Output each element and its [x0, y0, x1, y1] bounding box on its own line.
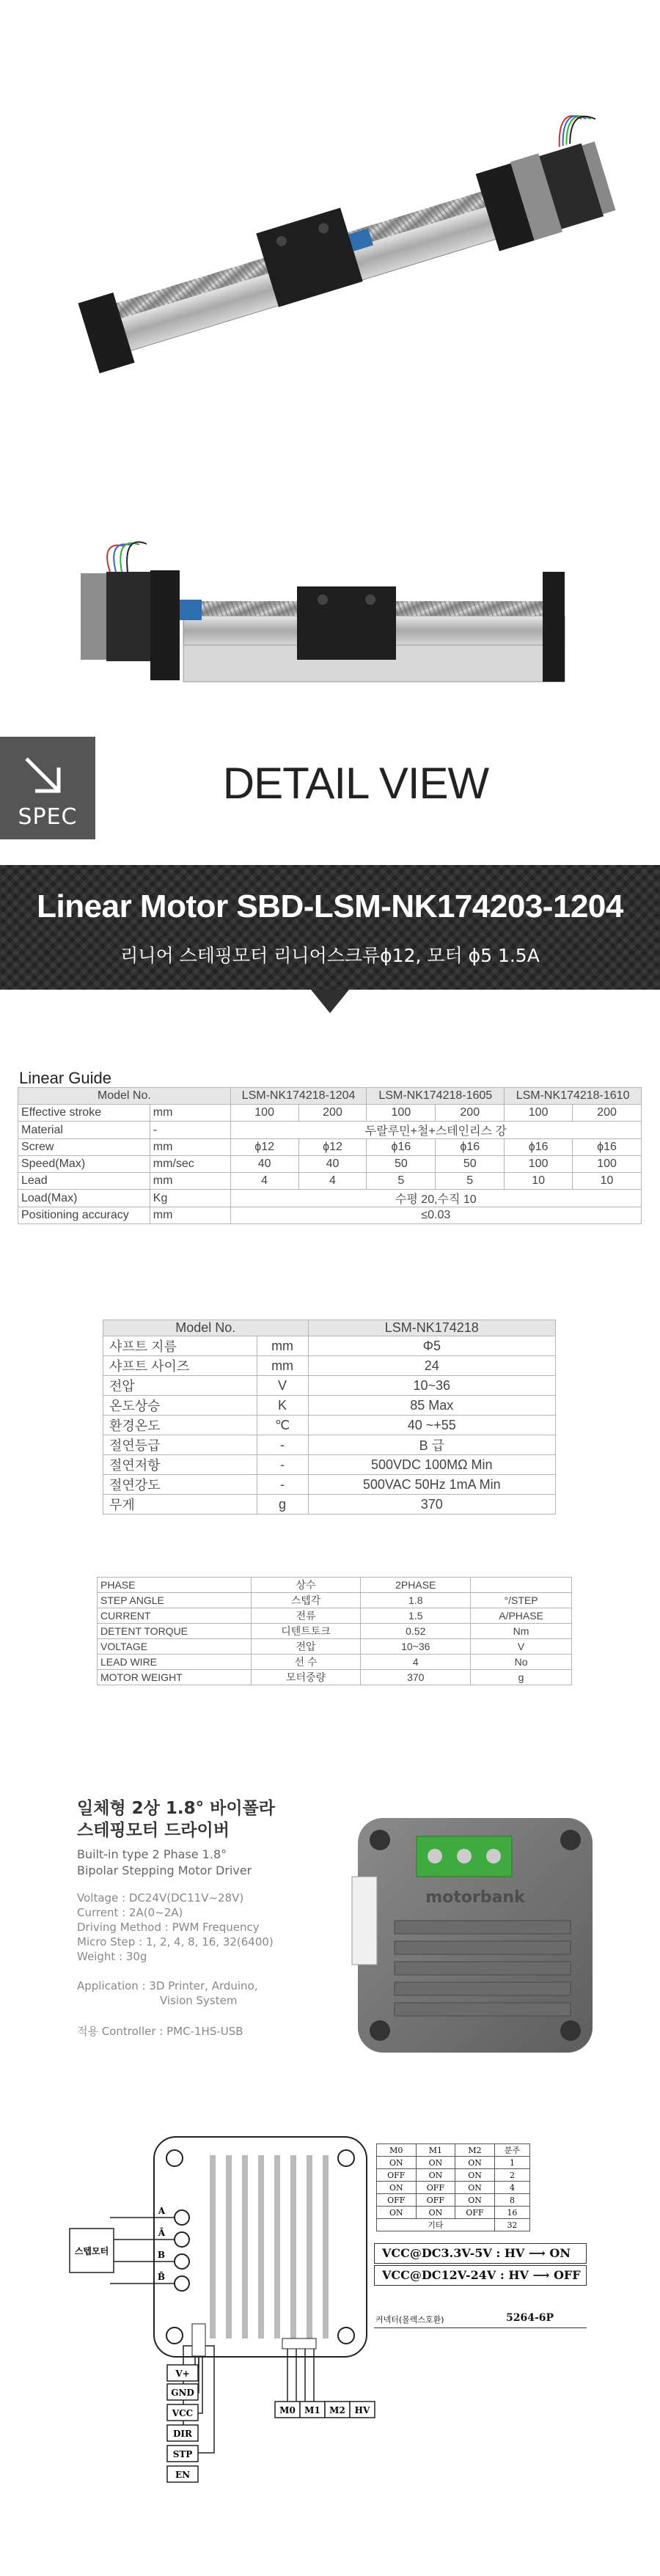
row-unit: mm [257, 1336, 308, 1356]
driver-title-line2: 스테핑모터 드라이버 [77, 1821, 230, 1840]
header-cell: LSM-NK174218-1610 [505, 1088, 642, 1105]
header-cell: LSM-NK174218-1605 [367, 1088, 505, 1105]
detail-view-title: DETAIL VIEW [222, 759, 489, 808]
banner-title: Linear Motor SBD-LSM-NK174203-1204 [37, 888, 623, 924]
table-row [103, 1455, 556, 1475]
driver-subtitle-line2: Bipolar Stepping Motor Driver [77, 1863, 252, 1877]
table-row [377, 2182, 530, 2194]
header-cell: 분주 [494, 2144, 529, 2157]
cell: ϕ16 [573, 1139, 642, 1156]
driver-application-line1: Application : 3D Printer, Arduino, [77, 1979, 258, 1992]
cell: 10 [505, 1173, 573, 1190]
cell: ON [455, 2194, 495, 2207]
row-label: 환경온도 [103, 1416, 257, 1435]
table-row [103, 1376, 556, 1396]
row-unit: mm/sec [150, 1156, 230, 1173]
table-row [377, 2219, 530, 2231]
cell: 5 [436, 1173, 505, 1190]
driver-title-line1: 일체형 2상 1.8° 바이폴라 [77, 1799, 276, 1818]
driver-spec-line: Weight : 30g [77, 1950, 147, 1963]
driver-spec-line: Current : 2A(0~2A) [77, 1906, 183, 1919]
hv-note-line1: VCC@DC3.3V-5V : HV ⟶ ON [374, 2243, 587, 2264]
motor-pin-a: A [158, 2206, 165, 2216]
table-row [18, 1105, 642, 1122]
cell: 100 [367, 1105, 436, 1122]
cell: ON [416, 2169, 455, 2182]
linear-guide-title: Linear Guide [19, 1069, 111, 1087]
mode-pin-m1: M1 [304, 2405, 320, 2415]
row-label-ko: 선 수 [251, 1655, 361, 1670]
cell: OFF [416, 2194, 455, 2207]
cell: ≤0.03 [230, 1207, 641, 1224]
row-unit: Kg [150, 1190, 230, 1207]
row-label: 전압 [103, 1376, 257, 1396]
connector-label: 커넥터(몰렉스호환) [375, 2315, 444, 2325]
row-label: Material [18, 1122, 150, 1139]
row-label: 절연강도 [103, 1475, 257, 1495]
cell: ON [455, 2169, 495, 2182]
row-label: 무게 [103, 1495, 257, 1515]
table-row [18, 1139, 642, 1156]
motor-spec-table [103, 1320, 556, 1515]
table-row [98, 1655, 572, 1670]
io-pin-dir: DIR [173, 2429, 192, 2439]
row-label: 샤프트 지름 [103, 1336, 257, 1356]
row-label: Positioning accuracy [18, 1207, 150, 1224]
cell: 0.52 [361, 1624, 471, 1639]
cell: 370 [361, 1670, 471, 1685]
table-row [18, 1156, 642, 1173]
row-unit: g [471, 1670, 572, 1685]
row-label: Effective stroke [18, 1105, 150, 1122]
table-row [18, 1207, 642, 1224]
cell: OFF [416, 2182, 455, 2194]
connector-row [374, 2309, 587, 2328]
table-row [98, 1670, 572, 1685]
cell: ϕ16 [367, 1139, 436, 1156]
table-row [98, 1578, 572, 1593]
table-row [377, 2169, 530, 2182]
cell: 8 [494, 2194, 529, 2207]
cell: 4 [361, 1655, 471, 1670]
mode-pin-m2: M2 [329, 2405, 345, 2415]
row-label: Speed(Max) [18, 1156, 150, 1173]
board-brand-text: motorbank [425, 1888, 525, 1907]
row-unit: °/STEP [471, 1593, 572, 1608]
motor-label: 스텝모터 [74, 2246, 109, 2256]
row-label-ko: 스텝각 [251, 1593, 361, 1608]
table-row [103, 1435, 556, 1455]
row-unit: - [257, 1455, 308, 1475]
cell: 1.5 [361, 1608, 471, 1624]
table-row [18, 1173, 642, 1190]
cell: 50 [367, 1156, 436, 1173]
driver-controller: 적용 Controller : PMC-1HS-USB [77, 2025, 243, 2038]
table-header-row [103, 1320, 556, 1336]
row-label-ko: 상수 [251, 1578, 361, 1593]
driver-spec-line: Micro Step : 1, 2, 4, 8, 16, 32(6400) [77, 1935, 274, 1948]
cell: ϕ16 [505, 1139, 573, 1156]
motor-pin-a-bar: Ā [158, 2228, 165, 2238]
mode-pin-m0: M0 [279, 2405, 296, 2415]
io-pin-gnd: GND [171, 2388, 194, 2398]
cell: 16 [494, 2207, 529, 2219]
driver-board-photo [351, 1811, 600, 2060]
row-unit: K [257, 1396, 308, 1416]
row-unit: Nm [471, 1624, 572, 1639]
row-label: LEAD WIRE [98, 1655, 252, 1670]
table-row [103, 1396, 556, 1416]
driver-application-line2: Vision System [160, 1994, 238, 2007]
table-row [103, 1475, 556, 1495]
cell: 500VAC 50Hz 1mA Min [308, 1475, 555, 1495]
cell: 370 [308, 1495, 555, 1515]
row-label: Lead [18, 1173, 150, 1190]
row-label: VOLTAGE [98, 1639, 252, 1655]
header-cell: M0 [377, 2144, 417, 2157]
row-unit: g [257, 1495, 308, 1515]
cell: 10 [573, 1173, 642, 1190]
cell: ϕ12 [230, 1139, 298, 1156]
table-row [18, 1190, 642, 1207]
row-unit: mm [257, 1356, 308, 1376]
row-unit: - [257, 1435, 308, 1455]
motor-pin-b: B [157, 2250, 165, 2260]
header-cell: M2 [455, 2144, 495, 2157]
row-unit [471, 1578, 572, 1593]
cell: ON [377, 2207, 417, 2219]
row-label: 온도상승 [103, 1396, 257, 1416]
row-label-ko: 전류 [251, 1608, 361, 1624]
cell: 2PHASE [361, 1578, 471, 1593]
row-label: 절연등급 [103, 1435, 257, 1455]
cell: 1.8 [361, 1593, 471, 1608]
row-unit: ℃ [257, 1416, 308, 1435]
table-row [377, 2194, 530, 2207]
cell: 4 [298, 1173, 367, 1190]
wiring-diagram [0, 2126, 660, 2536]
cell: ϕ16 [436, 1139, 505, 1156]
cell: 200 [298, 1105, 367, 1122]
table-row [103, 1495, 556, 1515]
cell: OFF [377, 2169, 417, 2182]
cell: 200 [436, 1105, 505, 1122]
cell: 5 [367, 1173, 436, 1190]
banner-subtitle: 리니어 스테핑모터 리니어스크류ϕ12, 모터 ϕ5 1.5A [120, 945, 540, 966]
mode-pin-hv: HV [354, 2405, 370, 2415]
header-cell: LSM-NK174218-1204 [230, 1088, 367, 1105]
cell: 32 [494, 2219, 529, 2231]
header-cell: LSM-NK174218 [308, 1320, 555, 1336]
row-label: Screw [18, 1139, 150, 1156]
io-pin-stp: STP [172, 2449, 193, 2459]
table-row [98, 1608, 572, 1624]
cell: 2 [494, 2169, 529, 2182]
table-row [18, 1122, 642, 1139]
header-cell: Model No. [18, 1088, 231, 1105]
cell: 100 [573, 1156, 642, 1173]
cell: 24 [308, 1356, 555, 1376]
table-row [377, 2207, 530, 2219]
cell: Φ5 [308, 1336, 555, 1356]
row-label-ko: 모터중량 [251, 1670, 361, 1685]
cell: 기타 [377, 2219, 495, 2231]
header-cell: Model No. [103, 1320, 309, 1336]
row-label: PHASE [98, 1578, 252, 1593]
cell: 두랄루민+철+스테인리스 강 [230, 1122, 641, 1139]
table-header-row [18, 1088, 642, 1105]
cell: ON [455, 2182, 495, 2194]
io-pin-vplus: V+ [175, 2369, 190, 2379]
table-row [103, 1356, 556, 1376]
cell: 100 [230, 1105, 298, 1122]
header-cell: M1 [416, 2144, 455, 2157]
cell: OFF [455, 2207, 495, 2219]
cell: ϕ12 [298, 1139, 367, 1156]
cell: OFF [377, 2194, 417, 2207]
phase-spec-table [97, 1577, 572, 1685]
cell: 10~36 [361, 1639, 471, 1655]
row-unit: mm [150, 1173, 230, 1190]
cell: 50 [436, 1156, 505, 1173]
row-label: 샤프트 사이즈 [103, 1356, 257, 1376]
table-row [98, 1624, 572, 1639]
table-header-row [377, 2144, 530, 2157]
banner-notch [311, 990, 349, 1013]
row-label-ko: 전압 [251, 1639, 361, 1655]
io-pin-en: EN [175, 2470, 191, 2480]
motor-pin-b-bar: B̄ [157, 2272, 165, 2282]
connector-value: 5264-6P [506, 2312, 554, 2324]
row-unit: - [257, 1475, 308, 1495]
cell: ON [416, 2207, 455, 2219]
table-row [98, 1639, 572, 1655]
cell: 40 ~+55 [308, 1416, 555, 1435]
row-label: Load(Max) [18, 1190, 150, 1207]
row-label: CURRENT [98, 1608, 252, 1624]
driver-spec-line: Driving Method : PWM Frequency [77, 1921, 260, 1934]
table-row [98, 1593, 572, 1608]
table-row [103, 1416, 556, 1435]
cell: 200 [573, 1105, 642, 1122]
row-unit: - [150, 1122, 230, 1139]
row-unit: mm [150, 1139, 230, 1156]
row-unit: No [471, 1655, 572, 1670]
row-unit: A/PHASE [471, 1608, 572, 1624]
row-unit: mm [150, 1207, 230, 1224]
cell: ON [455, 2157, 495, 2169]
cell: 100 [505, 1156, 573, 1173]
cell: ON [377, 2157, 417, 2169]
cell: 1 [494, 2157, 529, 2169]
cell: 40 [230, 1156, 298, 1173]
io-pin-vcc: VCC [172, 2408, 194, 2418]
cell: B 급 [308, 1435, 555, 1455]
driver-subtitle-line1: Built-in type 2 Phase 1.8° [77, 1847, 227, 1861]
cell: 4 [494, 2182, 529, 2194]
row-label: 절연저항 [103, 1455, 257, 1475]
cell: 10~36 [308, 1376, 555, 1396]
row-label-ko: 디텐트토크 [251, 1624, 361, 1639]
row-label: DETENT TORQUE [98, 1624, 252, 1639]
driver-spec-line: Voltage : DC24V(DC11V~28V) [77, 1891, 244, 1905]
hv-note-line2: VCC@DC12V-24V : HV ⟶ OFF [374, 2265, 587, 2286]
cell: 수평 20,수직 10 [230, 1190, 641, 1207]
table-row [103, 1336, 556, 1356]
cell: 40 [298, 1156, 367, 1173]
row-label: STEP ANGLE [98, 1593, 252, 1608]
cell: ON [416, 2157, 455, 2169]
cell: 500VDC 100MΩ Min [308, 1455, 555, 1475]
row-unit: mm [150, 1105, 230, 1122]
row-label: MOTOR WEIGHT [98, 1670, 252, 1685]
linear-guide-table [18, 1087, 642, 1224]
product-photo-side [0, 513, 660, 726]
cell: 85 Max [308, 1396, 555, 1416]
spec-label: SPEC [18, 804, 78, 830]
product-photo-top [0, 95, 660, 403]
cell: 100 [505, 1105, 573, 1122]
cell: ON [377, 2182, 417, 2194]
row-unit: V [257, 1376, 308, 1396]
microstep-table [376, 2143, 530, 2231]
table-row [377, 2157, 530, 2169]
cell: 4 [230, 1173, 298, 1190]
product-banner [0, 865, 660, 990]
row-unit: V [471, 1639, 572, 1655]
